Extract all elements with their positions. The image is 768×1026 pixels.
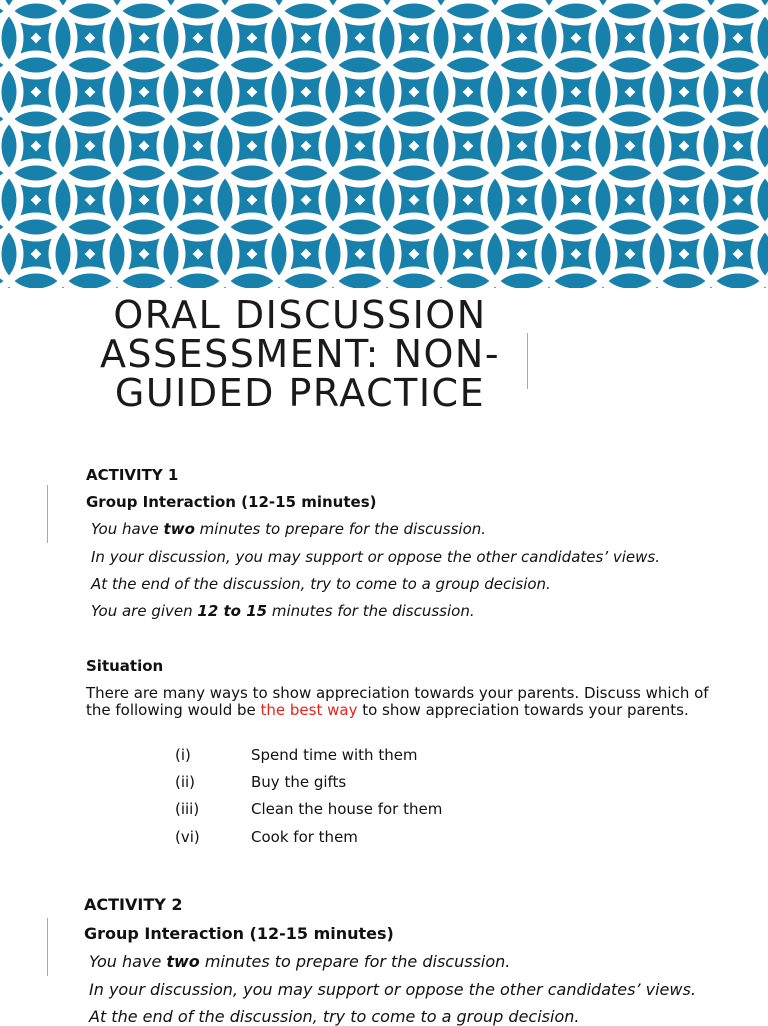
situation-highlight: the best way xyxy=(260,701,358,719)
title-line-3: GUIDED PRACTICE xyxy=(114,371,486,415)
activity2-instruction-3: At the end of the discussion, try to come to a group decision. xyxy=(89,1007,580,1026)
situation-text: There are many ways to show appreciation towards your parents. Discuss which of the following would be the best way to show appreciation towards your parents. xyxy=(86,684,709,719)
activity1-instruction-3: At the end of the discussion, try to come to a group decision. xyxy=(91,575,551,593)
option-text-1: Spend time with them xyxy=(251,746,418,764)
option-text-2: Buy the gifts xyxy=(251,773,347,791)
activity2-subheading: Group Interaction (12-15 minutes) xyxy=(84,924,394,943)
title-divider xyxy=(527,333,528,389)
option-num-1: (i) xyxy=(175,746,191,764)
option-num-4: (vi) xyxy=(175,828,200,846)
page-title xyxy=(70,293,530,415)
option-num-2: (ii) xyxy=(175,773,196,791)
activity2-heading: ACTIVITY 2 xyxy=(84,895,183,914)
situation-heading: Situation xyxy=(86,657,164,675)
activity1-instruction-4: You are given 12 to 15 minutes for the discussion. xyxy=(91,602,475,620)
option-num-3: (iii) xyxy=(175,800,200,818)
option-text-4: Cook for them xyxy=(251,828,358,846)
activity2-instruction-2: In your discussion, you may support or oppose the other candidates’ views. xyxy=(89,980,696,999)
header-banner-pattern xyxy=(0,0,768,288)
activity1-instruction-1: You have two minutes to prepare for the discussion. xyxy=(91,520,487,538)
option-text-3: Clean the house for them xyxy=(251,800,443,818)
activity1-accent-rule xyxy=(47,485,48,543)
activity1-heading: ACTIVITY 1 xyxy=(86,466,179,484)
activity1-subheading: Group Interaction (12-15 minutes) xyxy=(86,493,377,511)
activity2-accent-rule xyxy=(47,918,48,976)
title-line-2: ASSESSMENT: NON- xyxy=(99,332,501,376)
title-line-1: ORAL DISCUSSION xyxy=(113,293,487,337)
activity1-instruction-2: In your discussion, you may support or oppose the other candidates’ views. xyxy=(91,548,660,566)
activity2-instruction-1: You have two minutes to prepare for the discussion. xyxy=(89,952,511,971)
